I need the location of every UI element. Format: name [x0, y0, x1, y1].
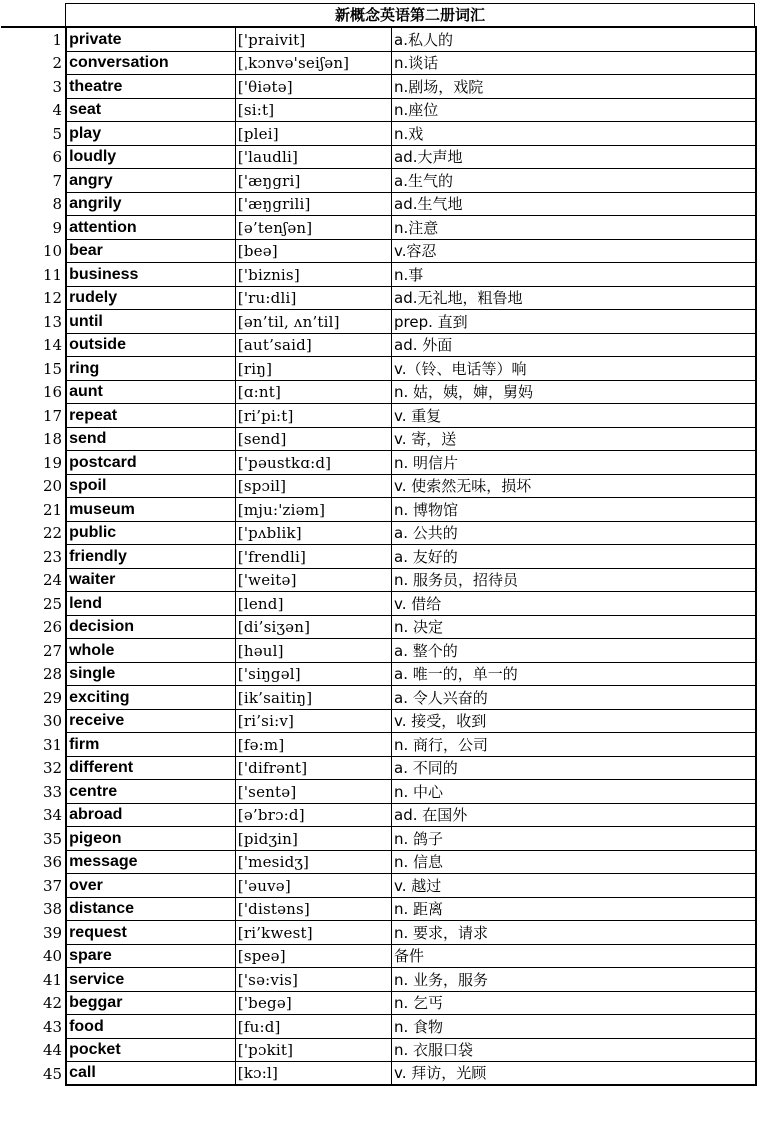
phonetic-cell: [di’siʒən] [235, 615, 391, 639]
word-cell: pocket [66, 1038, 235, 1062]
meaning-cell: v.容忍 [392, 239, 757, 263]
table-row [0, 239, 756, 263]
meaning-cell: n. 服务员，招待员 [392, 568, 757, 592]
phonetic-cell: ['sentə] [235, 780, 391, 804]
table-row [0, 169, 756, 193]
meaning-cell: a.生气的 [392, 169, 757, 193]
meaning-cell: prep. 直到 [392, 310, 757, 334]
table-row [0, 639, 756, 663]
phonetic-cell: [ri’pi:t] [235, 404, 391, 428]
table-row [0, 756, 756, 780]
phonetic-cell: ['difrənt] [235, 756, 391, 780]
table-row [0, 427, 756, 451]
meaning-cell: n. 衣服口袋 [392, 1038, 757, 1062]
table-row [0, 286, 756, 310]
word-cell: aunt [66, 380, 235, 404]
word-cell: loudly [66, 145, 235, 169]
row-number: 30 [0, 709, 66, 733]
word-cell: spare [66, 944, 235, 968]
row-number: 44 [0, 1038, 66, 1062]
phonetic-cell: [ri’kwest] [235, 921, 391, 945]
row-number: 13 [0, 310, 66, 334]
row-number: 6 [0, 145, 66, 169]
word-cell: conversation [66, 51, 235, 75]
phonetic-cell: [riŋ] [235, 357, 391, 381]
table-row [0, 1015, 756, 1039]
word-cell: send [66, 427, 235, 451]
vocabulary-table-body [0, 28, 756, 1086]
word-cell: business [66, 263, 235, 287]
phonetic-cell: ['æŋgrili] [235, 192, 391, 216]
phonetic-cell: [fə:m] [235, 733, 391, 757]
word-cell: beggar [66, 991, 235, 1015]
meaning-cell: 备件 [392, 944, 757, 968]
word-cell: private [66, 28, 235, 52]
meaning-cell: n.剧场，戏院 [392, 75, 757, 99]
phonetic-cell: [plei] [235, 122, 391, 146]
meaning-cell: n. 要求，请求 [392, 921, 757, 945]
meaning-cell: v. 拜访，光顾 [392, 1062, 757, 1086]
word-cell: different [66, 756, 235, 780]
phonetic-cell: [send] [235, 427, 391, 451]
table-row [0, 75, 756, 99]
phonetic-cell: [ɑ:nt] [235, 380, 391, 404]
word-cell: lend [66, 592, 235, 616]
word-cell: attention [66, 216, 235, 240]
meaning-cell: a. 友好的 [392, 545, 757, 569]
row-number: 35 [0, 827, 66, 851]
table-row [0, 333, 756, 357]
row-number: 5 [0, 122, 66, 146]
table-row [0, 968, 756, 992]
table-row [0, 921, 756, 945]
table-row [0, 803, 756, 827]
meaning-cell: n. 明信片 [392, 451, 757, 475]
table-row [0, 944, 756, 968]
row-number: 3 [0, 75, 66, 99]
row-number: 23 [0, 545, 66, 569]
word-cell: spoil [66, 474, 235, 498]
word-cell: museum [66, 498, 235, 522]
table-row [0, 1062, 756, 1086]
meaning-cell: n. 信息 [392, 850, 757, 874]
row-number: 27 [0, 639, 66, 663]
word-cell: service [66, 968, 235, 992]
meaning-cell: ad.生气地 [392, 192, 757, 216]
vocabulary-table [0, 27, 757, 1086]
meaning-cell: a.私人的 [392, 28, 757, 52]
meaning-cell: a. 整个的 [392, 639, 757, 663]
meaning-cell: n. 食物 [392, 1015, 757, 1039]
row-number: 22 [0, 521, 66, 545]
meaning-cell: n. 决定 [392, 615, 757, 639]
word-cell: centre [66, 780, 235, 804]
phonetic-cell: [ˌkɔnvə'seiʃən] [235, 51, 391, 75]
meaning-cell: v. 借给 [392, 592, 757, 616]
phonetic-cell: [aut’said] [235, 333, 391, 357]
meaning-cell: n. 商行，公司 [392, 733, 757, 757]
row-number: 38 [0, 897, 66, 921]
meaning-cell: v. 寄，送 [392, 427, 757, 451]
phonetic-cell: ['weitə] [235, 568, 391, 592]
word-cell: repeat [66, 404, 235, 428]
word-cell: distance [66, 897, 235, 921]
meaning-cell: v. 接受，收到 [392, 709, 757, 733]
word-cell: outside [66, 333, 235, 357]
phonetic-cell: ['pʌblik] [235, 521, 391, 545]
table-row [0, 51, 756, 75]
row-number: 1 [0, 28, 66, 52]
row-number: 37 [0, 874, 66, 898]
title-row [0, 3, 758, 27]
meaning-cell: a. 不同的 [392, 756, 757, 780]
table-row [0, 122, 756, 146]
word-cell: firm [66, 733, 235, 757]
phonetic-cell: ['æŋgri] [235, 169, 391, 193]
row-number: 26 [0, 615, 66, 639]
meaning-cell: v. 重复 [392, 404, 757, 428]
phonetic-cell: [lend] [235, 592, 391, 616]
table-row [0, 592, 756, 616]
row-number: 28 [0, 662, 66, 686]
table-row [0, 827, 756, 851]
table-row [0, 991, 756, 1015]
row-number: 21 [0, 498, 66, 522]
word-cell: rudely [66, 286, 235, 310]
meaning-cell: ad. 外面 [392, 333, 757, 357]
table-row [0, 451, 756, 475]
phonetic-cell: ['θiətə] [235, 75, 391, 99]
phonetic-cell: [pidʒin] [235, 827, 391, 851]
word-cell: friendly [66, 545, 235, 569]
row-number: 36 [0, 850, 66, 874]
table-row [0, 568, 756, 592]
table-row [0, 850, 756, 874]
phonetic-cell: [fu:d] [235, 1015, 391, 1039]
phonetic-cell: ['distəns] [235, 897, 391, 921]
meaning-cell: ad. 在国外 [392, 803, 757, 827]
row-number: 40 [0, 944, 66, 968]
table-row [0, 28, 756, 52]
phonetic-cell: ['siŋgəl] [235, 662, 391, 686]
word-cell: pigeon [66, 827, 235, 851]
table-row [0, 474, 756, 498]
table-row [0, 145, 756, 169]
table-row [0, 192, 756, 216]
meaning-cell: n. 中心 [392, 780, 757, 804]
phonetic-cell: ['frendli] [235, 545, 391, 569]
word-cell: call [66, 1062, 235, 1086]
table-row [0, 686, 756, 710]
row-number: 43 [0, 1015, 66, 1039]
row-number: 14 [0, 333, 66, 357]
row-number: 39 [0, 921, 66, 945]
row-number: 15 [0, 357, 66, 381]
word-cell: until [66, 310, 235, 334]
word-cell: ring [66, 357, 235, 381]
phonetic-cell: [spɔil] [235, 474, 391, 498]
row-number: 45 [0, 1062, 66, 1086]
meaning-cell: n. 姑，姨，婶，舅妈 [392, 380, 757, 404]
meaning-cell: n. 乞丐 [392, 991, 757, 1015]
word-cell: single [66, 662, 235, 686]
table-row [0, 498, 756, 522]
meaning-cell: a. 令人兴奋的 [392, 686, 757, 710]
phonetic-cell: [həul] [235, 639, 391, 663]
phonetic-cell: ['əuvə] [235, 874, 391, 898]
row-number: 24 [0, 568, 66, 592]
table-row [0, 98, 756, 122]
row-number: 7 [0, 169, 66, 193]
phonetic-cell: ['begə] [235, 991, 391, 1015]
table-row [0, 380, 756, 404]
phonetic-cell: ['sə:vis] [235, 968, 391, 992]
row-number: 2 [0, 51, 66, 75]
row-number: 33 [0, 780, 66, 804]
table-row [0, 733, 756, 757]
row-number: 41 [0, 968, 66, 992]
phonetic-cell: ['laudli] [235, 145, 391, 169]
meaning-cell: n.谈话 [392, 51, 757, 75]
phonetic-cell: [ə’tenʃən] [235, 216, 391, 240]
table-row [0, 521, 756, 545]
table-row [0, 709, 756, 733]
row-number: 25 [0, 592, 66, 616]
table-row [0, 615, 756, 639]
word-cell: play [66, 122, 235, 146]
meaning-cell: n. 距离 [392, 897, 757, 921]
word-cell: public [66, 521, 235, 545]
meaning-cell: a. 唯一的，单一的 [392, 662, 757, 686]
word-cell: angry [66, 169, 235, 193]
meaning-cell: n.注意 [392, 216, 757, 240]
row-number: 12 [0, 286, 66, 310]
row-number: 9 [0, 216, 66, 240]
meaning-cell: ad.大声地 [392, 145, 757, 169]
meaning-cell: a. 公共的 [392, 521, 757, 545]
word-cell: receive [66, 709, 235, 733]
table-row [0, 357, 756, 381]
word-cell: over [66, 874, 235, 898]
table-row [0, 874, 756, 898]
word-cell: angrily [66, 192, 235, 216]
row-number: 18 [0, 427, 66, 451]
phonetic-cell: [ik’saitiŋ] [235, 686, 391, 710]
table-row [0, 310, 756, 334]
table-row [0, 662, 756, 686]
row-number: 31 [0, 733, 66, 757]
phonetic-cell: [ən’til, ʌn’til] [235, 310, 391, 334]
word-cell: abroad [66, 803, 235, 827]
table-row [0, 404, 756, 428]
vocabulary-sheet [0, 3, 758, 1083]
phonetic-cell: ['biznis] [235, 263, 391, 287]
table-row [0, 216, 756, 240]
row-number: 16 [0, 380, 66, 404]
word-cell: decision [66, 615, 235, 639]
table-row [0, 545, 756, 569]
row-number: 32 [0, 756, 66, 780]
phonetic-cell: [kɔ:l] [235, 1062, 391, 1086]
phonetic-cell: [si:t] [235, 98, 391, 122]
word-cell: exciting [66, 686, 235, 710]
phonetic-cell: ['praivit] [235, 28, 391, 52]
phonetic-cell: [speə] [235, 944, 391, 968]
row-number: 8 [0, 192, 66, 216]
word-cell: theatre [66, 75, 235, 99]
word-cell: seat [66, 98, 235, 122]
phonetic-cell: ['pɔkit] [235, 1038, 391, 1062]
phonetic-cell: ['mesidʒ] [235, 850, 391, 874]
meaning-cell: n.座位 [392, 98, 757, 122]
row-number: 17 [0, 404, 66, 428]
row-number: 10 [0, 239, 66, 263]
word-cell: food [66, 1015, 235, 1039]
word-cell: request [66, 921, 235, 945]
meaning-cell: v. 使索然无味，损坏 [392, 474, 757, 498]
row-number: 4 [0, 98, 66, 122]
row-number: 19 [0, 451, 66, 475]
row-number: 29 [0, 686, 66, 710]
word-cell: whole [66, 639, 235, 663]
meaning-cell: n. 博物馆 [392, 498, 757, 522]
word-cell: waiter [66, 568, 235, 592]
table-row [0, 897, 756, 921]
table-row [0, 1038, 756, 1062]
phonetic-cell: ['ru:dli] [235, 286, 391, 310]
phonetic-cell: [ə’brɔ:d] [235, 803, 391, 827]
meaning-cell: v.（铃、电话等）响 [392, 357, 757, 381]
word-cell: bear [66, 239, 235, 263]
phonetic-cell: [ri’si:v] [235, 709, 391, 733]
phonetic-cell: [beə] [235, 239, 391, 263]
meaning-cell: n. 鸽子 [392, 827, 757, 851]
meaning-cell: n. 业务，服务 [392, 968, 757, 992]
sheet-title: 新概念英语第二册词汇 [65, 3, 755, 26]
row-number: 42 [0, 991, 66, 1015]
word-cell: postcard [66, 451, 235, 475]
row-number: 20 [0, 474, 66, 498]
phonetic-cell: ['pəustkɑ:d] [235, 451, 391, 475]
phonetic-cell: [mju:'ziəm] [235, 498, 391, 522]
table-row [0, 263, 756, 287]
row-number: 11 [0, 263, 66, 287]
meaning-cell: n.事 [392, 263, 757, 287]
table-row [0, 780, 756, 804]
meaning-cell: ad.无礼地，粗鲁地 [392, 286, 757, 310]
row-number: 34 [0, 803, 66, 827]
meaning-cell: v. 越过 [392, 874, 757, 898]
word-cell: message [66, 850, 235, 874]
meaning-cell: n.戏 [392, 122, 757, 146]
